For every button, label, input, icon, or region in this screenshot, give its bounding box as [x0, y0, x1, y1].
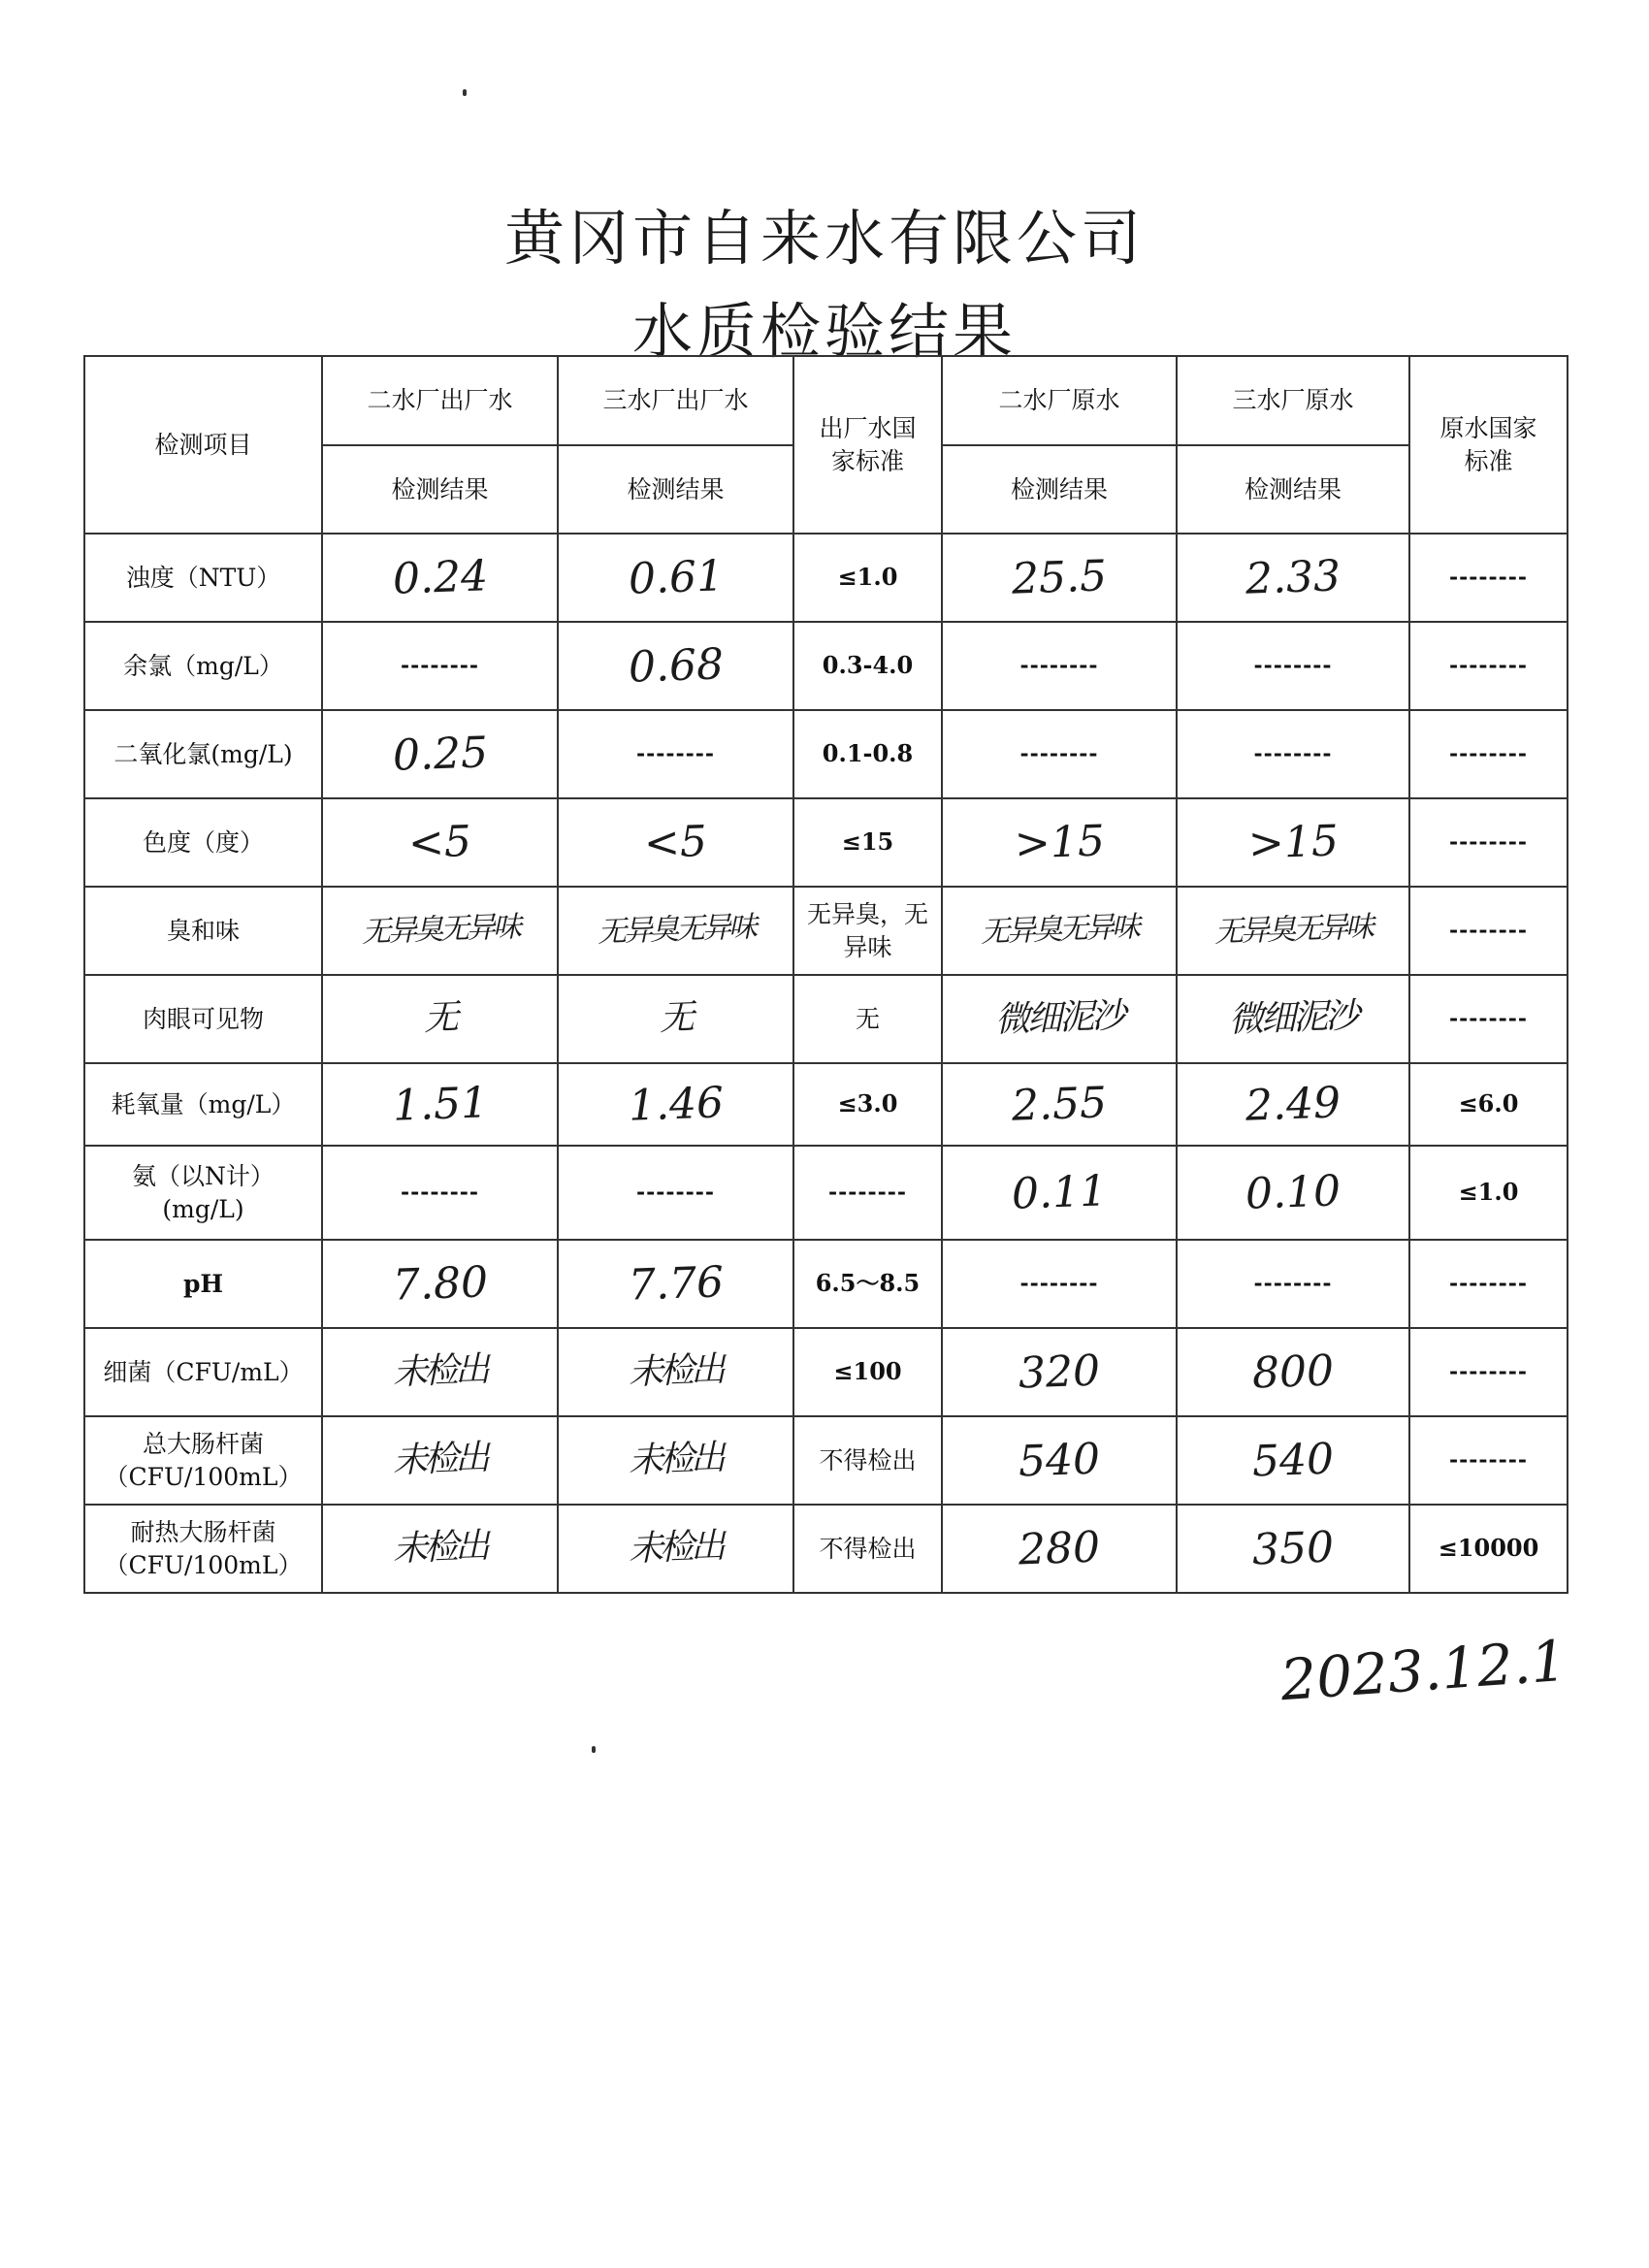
standard-cell: -------- [1409, 1416, 1568, 1505]
item-label: 细菌（CFU/mL） [84, 1328, 322, 1416]
item-label-text: 耐热大肠杆菌（CFU/100mL） [104, 1517, 303, 1579]
item-label: 二氧化氯(mg/L) [84, 710, 322, 798]
handwritten-value: 1.51 [391, 1078, 489, 1131]
item-label: 肉眼可见物 [84, 975, 322, 1063]
header-result: 检测结果 [558, 445, 793, 534]
standard-cell: -------- [1409, 798, 1568, 887]
standard-cell: -------- [1409, 975, 1568, 1063]
result-cell [322, 798, 558, 887]
result-cell [322, 1063, 558, 1146]
handwritten-value: 2.33 [1245, 551, 1342, 604]
header-item: 检测项目 [84, 356, 322, 534]
standard-cell: -------- [1409, 887, 1568, 975]
handwritten-value: 微细泥沙 [994, 995, 1124, 1041]
handwritten-date: 2023.12.1 [1277, 1627, 1569, 1714]
table-row [84, 1240, 1568, 1328]
result-cell [942, 887, 1177, 975]
result-cell [942, 975, 1177, 1063]
table-row [84, 1416, 1568, 1505]
result-cell: -------- [322, 1146, 558, 1240]
handwritten-value: 未检出 [628, 1438, 724, 1481]
scan-speck [463, 89, 467, 96]
standard-cell: -------- [1409, 534, 1568, 622]
table-row [84, 710, 1568, 798]
result-cell [942, 1505, 1177, 1593]
table-row [84, 1328, 1568, 1416]
result-cell [322, 887, 558, 975]
item-label: 耗氧量（mg/L） [84, 1063, 322, 1146]
item-label: 浊度（NTU） [84, 534, 322, 622]
result-cell [322, 1328, 558, 1416]
handwritten-value: 未检出 [628, 1349, 724, 1393]
header-out-standard [793, 356, 942, 534]
result-cell [942, 534, 1177, 622]
standard-cell: 0.1-0.8 [793, 710, 942, 798]
standard-cell: -------- [793, 1146, 942, 1240]
result-cell [558, 887, 793, 975]
result-cell [322, 1505, 558, 1593]
header-plant3-out: 三水厂出厂水 [558, 356, 793, 445]
item-label: 臭和味 [84, 887, 322, 975]
standard-cell: ≤100 [793, 1328, 942, 1416]
handwritten-value: 无 [659, 997, 693, 1039]
standard-cell: -------- [1409, 710, 1568, 798]
result-cell [322, 1416, 558, 1505]
handwritten-value: 0.11 [1011, 1166, 1108, 1219]
handwritten-value: 无 [423, 997, 457, 1039]
table-row [84, 1063, 1568, 1146]
table-row [84, 798, 1568, 887]
result-cell [322, 534, 558, 622]
scan-speck [592, 1746, 596, 1753]
handwritten-value: 350 [1251, 1522, 1335, 1575]
result-cell [558, 1416, 793, 1505]
handwritten-value: 无异臭无异味 [596, 910, 756, 951]
standard-cell: -------- [1409, 1240, 1568, 1328]
handwritten-value: >15 [1013, 816, 1106, 869]
header-plant2-raw: 二水厂原水 [942, 356, 1177, 445]
item-label: 色度（度） [84, 798, 322, 887]
result-cell [942, 1328, 1177, 1416]
handwritten-value: 未检出 [392, 1438, 488, 1481]
item-label-text: 总大肠杆菌（CFU/100mL） [104, 1429, 303, 1491]
handwritten-value: 0.25 [391, 728, 489, 781]
handwritten-value: 320 [1018, 1345, 1101, 1399]
table-row [84, 534, 1568, 622]
handwritten-value: 0.61 [627, 551, 725, 604]
result-cell: -------- [1177, 710, 1409, 798]
item-label-text: pH [182, 1269, 224, 1298]
handwritten-value: >15 [1246, 816, 1340, 869]
result-cell: -------- [558, 710, 793, 798]
header-raw-standard [1409, 356, 1568, 534]
result-cell [942, 1063, 1177, 1146]
handwritten-value: 无异臭无异味 [1213, 910, 1373, 951]
result-cell [1177, 887, 1409, 975]
handwritten-value: 微细泥沙 [1228, 995, 1358, 1041]
result-cell [558, 975, 793, 1063]
result-cell [1177, 1416, 1409, 1505]
handwritten-value: 7.76 [627, 1257, 725, 1311]
result-cell [558, 1328, 793, 1416]
handwritten-value: 0.68 [627, 639, 725, 693]
standard-cell [793, 887, 942, 975]
result-cell [1177, 1063, 1409, 1146]
result-cell [322, 975, 558, 1063]
results-table [83, 355, 1568, 1594]
result-cell [1177, 798, 1409, 887]
header-plant3-raw: 三水厂原水 [1177, 356, 1409, 445]
handwritten-value: 无异臭无异味 [360, 910, 520, 951]
result-cell [1177, 534, 1409, 622]
standard-cell: -------- [1409, 1328, 1568, 1416]
standard-cell: 0.3-4.0 [793, 622, 942, 710]
handwritten-value: 0.24 [391, 551, 489, 604]
header-raw-standard-text: 原水国家标准 [1439, 413, 1537, 475]
handwritten-value: 280 [1018, 1522, 1101, 1575]
result-cell [942, 1416, 1177, 1505]
result-cell [1177, 1146, 1409, 1240]
result-cell [558, 1505, 793, 1593]
standard-cell: 6.5～8.5 [793, 1240, 942, 1328]
result-cell: -------- [558, 1146, 793, 1240]
result-cell [1177, 1505, 1409, 1593]
result-cell [1177, 1328, 1409, 1416]
result-cell: -------- [942, 710, 1177, 798]
handwritten-value: 未检出 [392, 1349, 488, 1393]
handwritten-value: 1.46 [627, 1078, 725, 1131]
standard-cell: -------- [1409, 622, 1568, 710]
table-row [84, 622, 1568, 710]
standard-cell: 无 [793, 975, 942, 1063]
table-row [84, 887, 1568, 975]
handwritten-value: 540 [1018, 1434, 1101, 1487]
result-cell [558, 1063, 793, 1146]
header-plant2-out: 二水厂出厂水 [322, 356, 558, 445]
standard-cell: ≤1.0 [1409, 1146, 1568, 1240]
result-cell [558, 622, 793, 710]
handwritten-value: 2.55 [1011, 1078, 1108, 1131]
result-cell [322, 710, 558, 798]
result-cell [558, 798, 793, 887]
standard-cell: 不得检出 [793, 1416, 942, 1505]
handwritten-value: 800 [1251, 1345, 1335, 1399]
standard-cell: ≤10000 [1409, 1505, 1568, 1593]
result-cell: -------- [1177, 622, 1409, 710]
handwritten-value: 0.10 [1245, 1166, 1342, 1219]
result-cell [942, 1146, 1177, 1240]
standard-cell: ≤3.0 [793, 1063, 942, 1146]
handwritten-value: 未检出 [392, 1526, 488, 1570]
header-out-standard-text: 出厂水国家标准 [819, 413, 917, 475]
handwritten-value: <5 [643, 816, 708, 868]
result-cell [322, 1240, 558, 1328]
table-row [84, 975, 1568, 1063]
handwritten-value: 7.80 [391, 1257, 489, 1311]
result-cell: -------- [322, 622, 558, 710]
item-label [84, 1416, 322, 1505]
handwritten-value: 2.49 [1245, 1078, 1342, 1131]
header-result: 检测结果 [942, 445, 1177, 534]
item-label [84, 1146, 322, 1240]
result-cell: -------- [942, 1240, 1177, 1328]
item-label [84, 1505, 322, 1593]
handwritten-value: 无异臭无异味 [980, 910, 1139, 951]
page-title: 黄冈市自来水有限公司 [503, 203, 1145, 274]
item-label-text: 氨（以N计）(mg/L) [132, 1161, 275, 1223]
handwritten-value: <5 [407, 816, 472, 868]
standard-cell: ≤1.0 [793, 534, 942, 622]
result-cell [558, 1240, 793, 1328]
page-subtitle: 水质检验结果 [631, 296, 1017, 367]
result-cell [1177, 975, 1409, 1063]
standard-cell: ≤15 [793, 798, 942, 887]
result-cell [558, 534, 793, 622]
header-result: 检测结果 [322, 445, 558, 534]
item-label: 余氯（mg/L） [84, 622, 322, 710]
header-result: 检测结果 [1177, 445, 1409, 534]
result-cell: -------- [942, 622, 1177, 710]
table-row [84, 1146, 1568, 1240]
standard-text: 无异臭，无异味 [806, 899, 928, 961]
handwritten-value: 540 [1251, 1434, 1335, 1487]
table-row [84, 1505, 1568, 1593]
item-label [84, 1240, 322, 1328]
standard-cell: 不得检出 [793, 1505, 942, 1593]
handwritten-value: 未检出 [628, 1526, 724, 1570]
result-cell: -------- [1177, 1240, 1409, 1328]
result-cell [942, 798, 1177, 887]
standard-cell: ≤6.0 [1409, 1063, 1568, 1146]
handwritten-value: 25.5 [1011, 551, 1108, 604]
